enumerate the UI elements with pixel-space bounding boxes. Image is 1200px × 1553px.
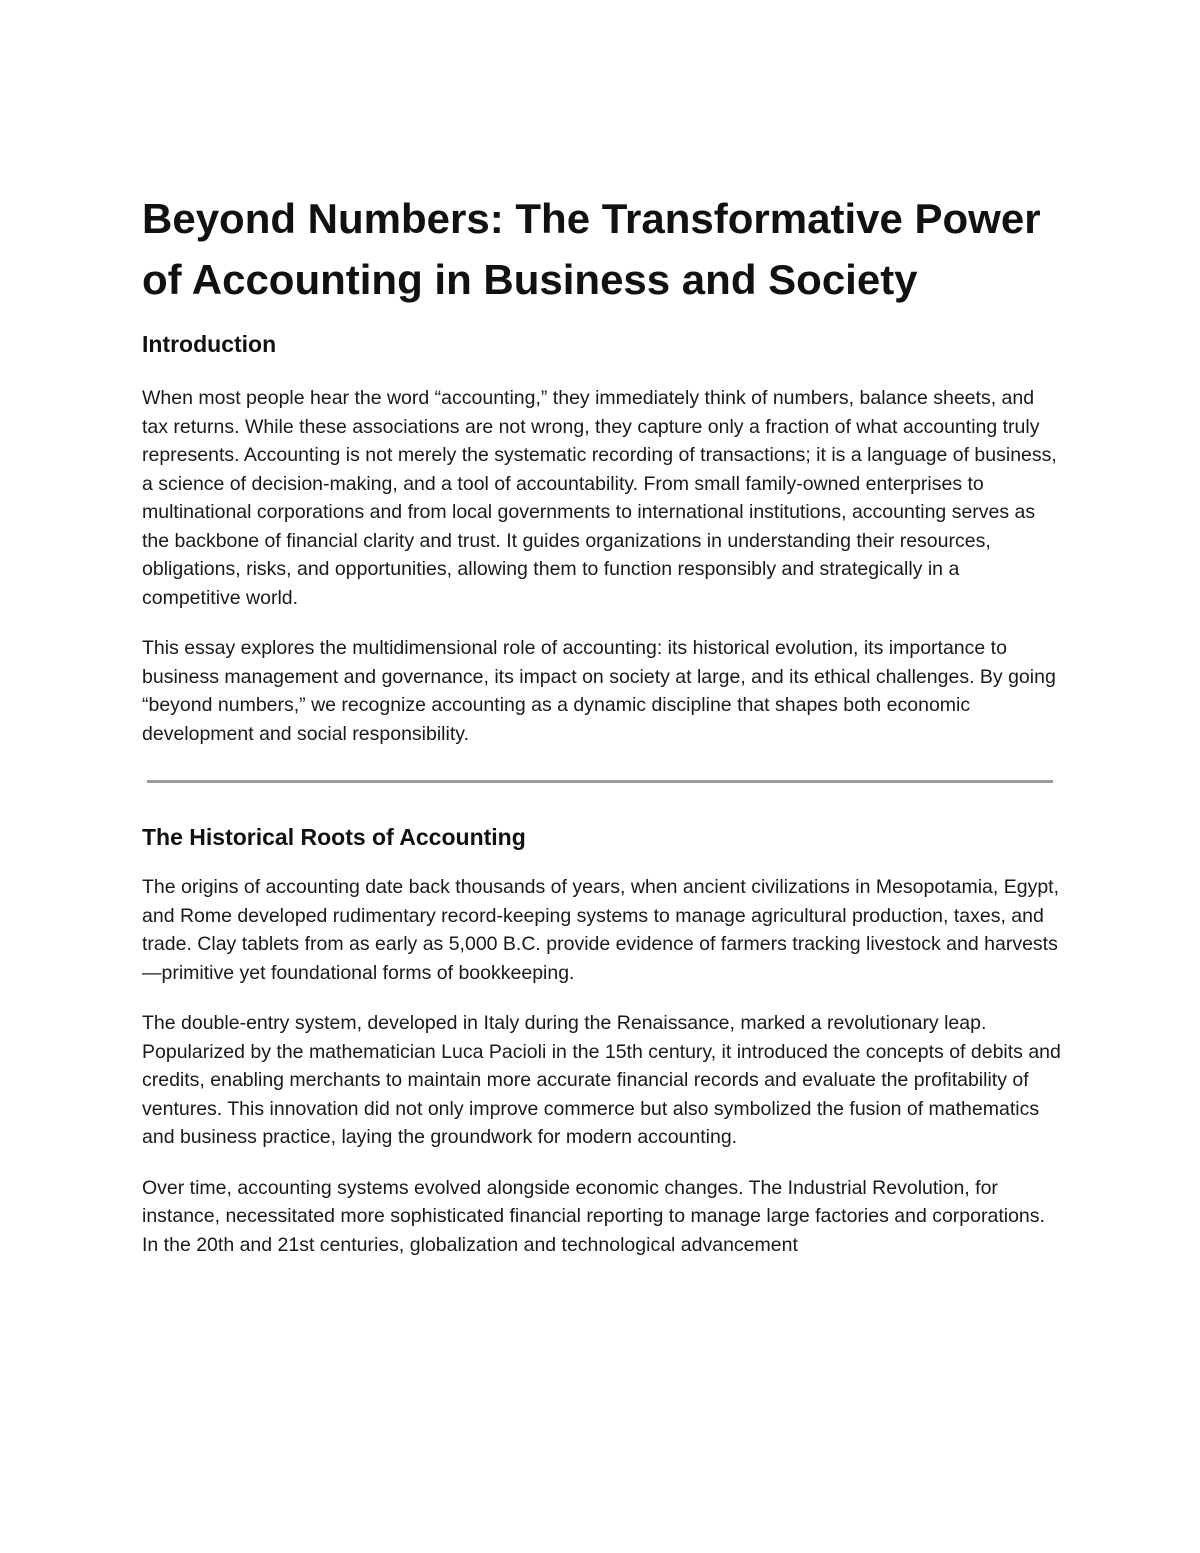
paragraph: Over time, accounting systems evolved alongside economic changes. The Industrial Revolution, for instance, necessitated more sophisticated financial reporting to manage large factories and corporations. In the 20th and 21st centuries, globalization and technological advancement xyxy=(142,1176,1045,1256)
paragraph: This essay explores the multidimensional role of accounting: its historical evolution, its importance to business management and governance, its impact on society at large, and its ethical challenges. By going “beyond numbers,” we recognize accounting as a dynamic discipline that shapes both economic development and social responsibility. xyxy=(142,637,1056,745)
paragraph: The double-entry system, developed in Italy during the Renaissance, marked a revolutionary leap. Popularized by the mathematician Luca Pacioli in the 15th century, it introduced the concepts of debits and credits, enabling merchants to maintain more accurate financial records and evaluate the profitability of ventures. This innovation did not only improve commerce but also symbolized the fusion of mathematics and business practice, laying the groundwork for modern accounting. xyxy=(142,1012,1061,1148)
paragraph: When most people hear the word “accounting,” they immediately think of numbers, balance sheets, and tax returns. While these associations are not wrong, they capture only a fraction of what accounting truly represents. Accounting is not merely the systematic recording of transactions; it is a language of business, a science of decision-making, and a tool of accountability. From small family-owned enterprises to multinational corporations and from local governments to international institutions, accounting serves as the backbone of financial clarity and trust. It guides organizations in understanding their resources, obligations, risks, and opportunities, allowing them to function responsibly and strategically in a competitive world. xyxy=(142,387,1057,609)
document-title: Beyond Numbers: The Transformative Power of Accounting in Business and Society xyxy=(142,195,1041,303)
paragraph: The origins of accounting date back thousands of years, when ancient civilizations in Mesopotamia, Egypt, and Rome developed rudimentary record-keeping systems to manage agricultural production, taxes, and trade. Clay tablets from as early as 5,000 B.C. provide evidence of farmers tracking livestock and harvests—primitive yet foundational forms of bookkeeping. xyxy=(142,876,1060,984)
document-page xyxy=(142,188,1062,1281)
section-heading-introduction: Introduction xyxy=(142,331,277,357)
section-heading-historical-roots: The Historical Roots of Accounting xyxy=(142,824,526,850)
section-divider xyxy=(147,780,1053,783)
